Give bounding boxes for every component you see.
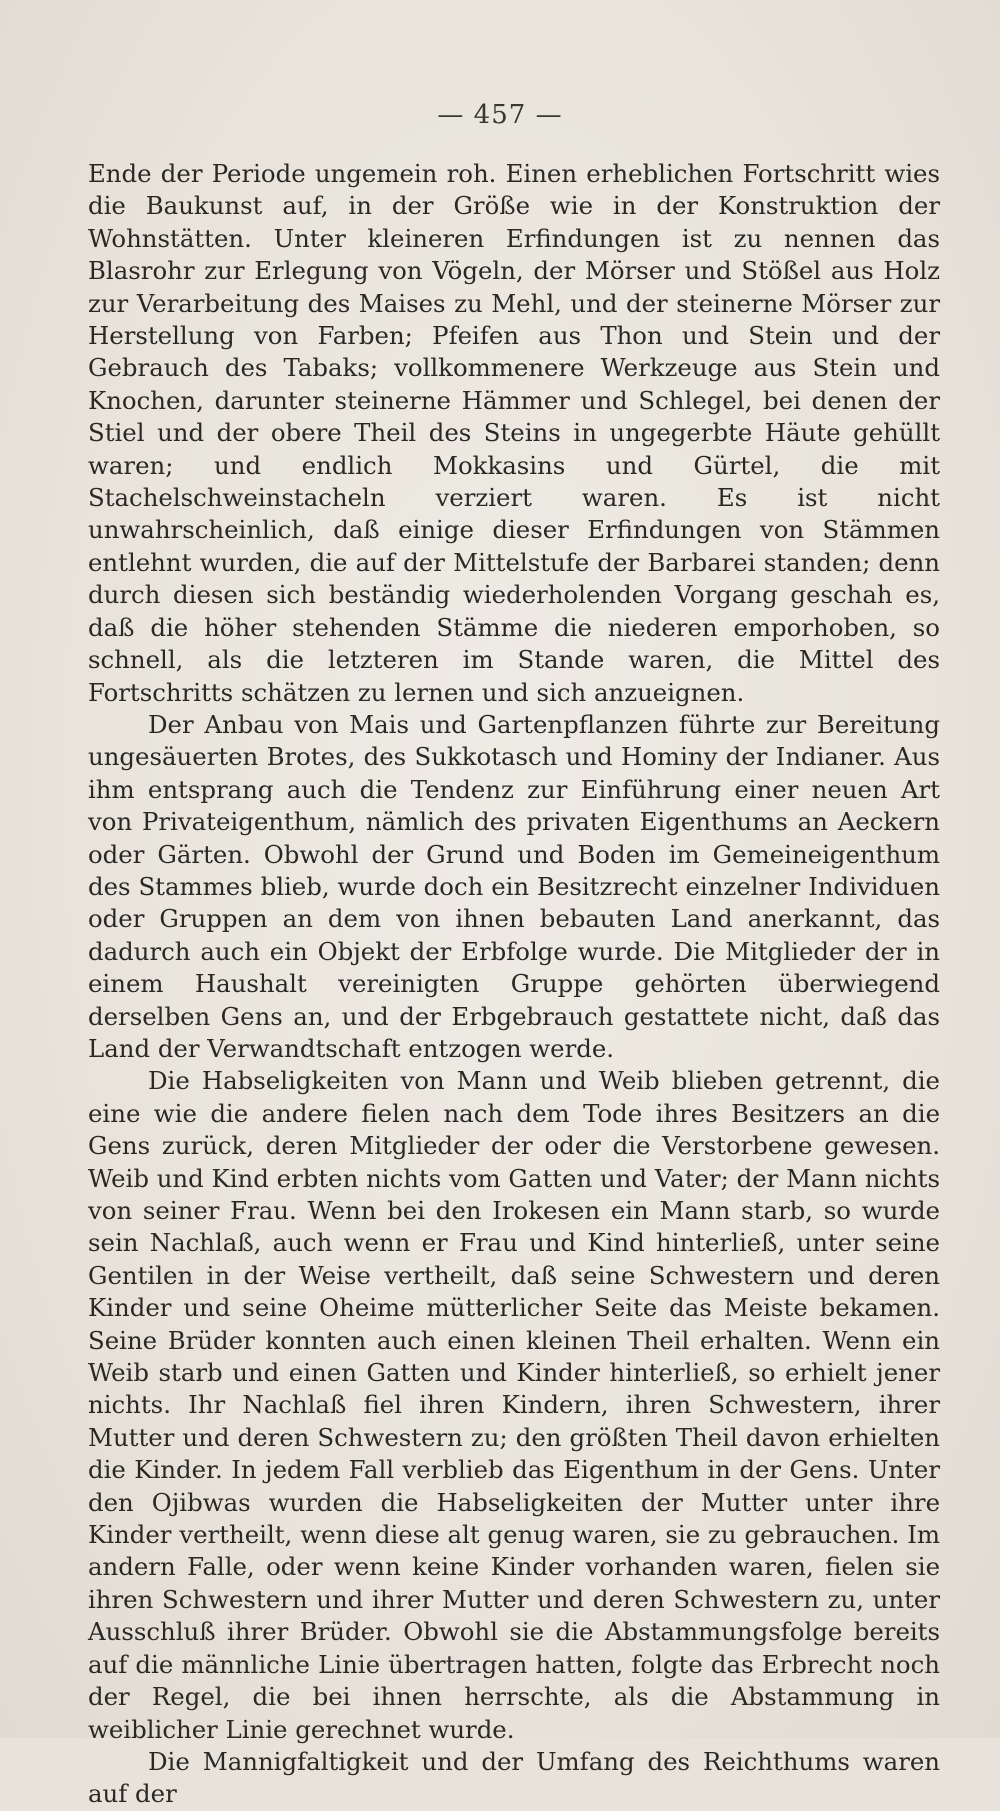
paragraph-4: Die Mannigfaltigkeit und der Umfang des Reichthums waren auf der [88, 1746, 940, 1809]
paragraph-2: Der Anbau von Mais und Gartenpflanzen führte zur Bereitung ungesäuerten Brotes, des Sukkotasch und Hominy der Indianer. Aus ihm entsprang auch die Tendenz zur Einführung einer neuen Art von Privateigenthum, nämlich des privaten Eigenthums an Aeckern oder Gärten. Obwohl der Grund und Boden im Gemeineigenthum des Stammes blieb, wurde doch ein Besitzrecht einzelner Individuen oder Gruppen an dem von ihnen bebauten Land anerkannt, das dadurch auch ein Objekt der Erbfolge wurde. Die Mitglieder der in einem Haushalt vereinigten Gruppe gehörten überwiegend derselben Gens an, und der Erbgebrauch gestattete nicht, daß das Land der Verwandtschaft entzogen werde. [88, 709, 940, 1063]
body-text [88, 158, 940, 1811]
paragraph-3: Die Habseligkeiten von Mann und Weib blieben getrennt, die eine wie die andere fielen nach dem Tode ihres Besitzers an die Gens zurück, deren Mitglieder der oder die Verstorbene gewesen. Weib und Kind erbten nichts vom Gatten und Vater; der Mann nichts von seiner Frau. Wenn bei den Irokesen ein Mann starb, so wurde sein Nachlaß, auch wenn er Frau und Kind hinterließ, unter seine Gentilen in der Weise vertheilt, daß seine Schwestern und deren Kinder und seine Oheime mütterlicher Seite das Meiste bekamen. Seine Brüder konnten auch einen kleinen Theil erhalten. Wenn ein Weib starb und einen Gatten und Kinder hinterließ, so erhielt jener nichts. Ihr Nachlaß fiel ihren Kindern, ihren Schwestern, ihrer Mutter und deren Schwestern zu; den größten Theil davon erhielten die Kinder. In jedem Fall verblieb das Eigenthum in der Gens. Unter den Ojibwas wurden die Habseligkeiten der Mutter unter ihre Kinder vertheilt, wenn diese alt genug waren, sie zu gebrauchen. Im andern Falle, oder wenn keine Kinder vorhanden waren, fielen sie ihren Schwestern und ihrer Mutter und deren Schwestern zu, unter Ausschluß ihrer Brüder. Obwohl sie die Abstammungsfolge bereits auf die männliche Linie übertragen hatten, folgte das Erbrecht noch der Regel, die bei ihnen herrschte, als die Abstammung in weiblicher Linie gerechnet wurde. [88, 1066, 940, 1744]
paragraph-1: Ende der Periode ungemein roh. Einen erheblichen Fortschritt wies die Baukunst auf, in der Größe wie in der Konstruktion der Wohnstätten. Unter kleineren Erfindungen ist zu nennen das Blasrohr zur Erlegung von Vögeln, der Mörser und Stößel aus Holz zur Verarbeitung des Maises zu Mehl, und der steinerne Mörser zur Herstellung von Farben; Pfeifen aus Thon und Stein und der Gebrauch des Tabaks; vollkommenere Werkzeuge aus Stein und Knochen, darunter steinerne Hämmer und Schlegel, bei denen der Stiel und der obere Theil des Steins in ungegerbte Häute gehüllt waren; und endlich Mokkasins und Gürtel, die mit Stachelschweinstacheln verziert waren. Es ist nicht unwahrscheinlich, daß einige dieser Erfindungen von Stämmen entlehnt wurden, die auf der Mittelstufe der Barbarei standen; denn durch diesen sich beständig wiederholenden Vorgang geschah es, daß die höher stehenden Stämme die niederen emporhoben, so schnell, als die letzteren im Stande waren, die Mittel des Fortschritts schätzen zu lernen und sich anzueignen. [88, 159, 940, 707]
page-number: — 457 — [437, 100, 563, 130]
